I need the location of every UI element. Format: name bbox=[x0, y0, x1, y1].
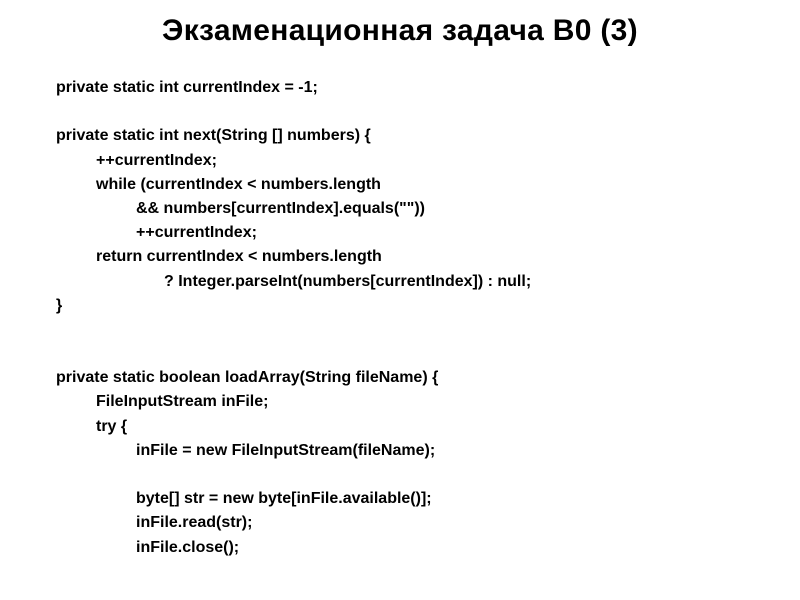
code-line-7: ++currentIndex; bbox=[136, 224, 257, 242]
code-line-14: FileInputStream inFile; bbox=[96, 393, 269, 411]
code-line-18: byte[] str = new byte[inFile.available()]; bbox=[136, 490, 432, 508]
code-line-1: private static int currentIndex = -1; bbox=[56, 79, 318, 96]
code-line-2 bbox=[56, 100, 776, 124]
code-line-3: private static int next(String [] numbers) { bbox=[56, 127, 371, 145]
code-line-19: inFile.read(str); bbox=[136, 514, 253, 532]
code-line-13: private static boolean loadArray(String fileName) { bbox=[56, 369, 439, 387]
code-line-15: try { bbox=[96, 417, 128, 435]
code-line-20: inFile.close(); bbox=[136, 538, 240, 556]
code-line-12 bbox=[56, 342, 776, 366]
code-line-10: } bbox=[56, 296, 63, 314]
code-line-16: inFile = new FileInputStream(fileName); bbox=[136, 441, 436, 459]
code-line-8: return currentIndex < numbers.length bbox=[96, 248, 382, 266]
code-line-6: && numbers[currentIndex].equals("")) bbox=[136, 199, 425, 217]
slide-title: Экзаменационная задача B0 (3) bbox=[162, 14, 638, 47]
code-line-4: ++currentIndex; bbox=[96, 151, 217, 169]
code-line-9: ? Integer.parseInt(numbers[currentIndex]) : null; bbox=[164, 272, 532, 290]
code-listing bbox=[56, 76, 776, 560]
code-line-17 bbox=[56, 463, 776, 487]
code-line-5: while (currentIndex < numbers.length bbox=[96, 175, 381, 193]
code-line-11 bbox=[56, 318, 776, 342]
